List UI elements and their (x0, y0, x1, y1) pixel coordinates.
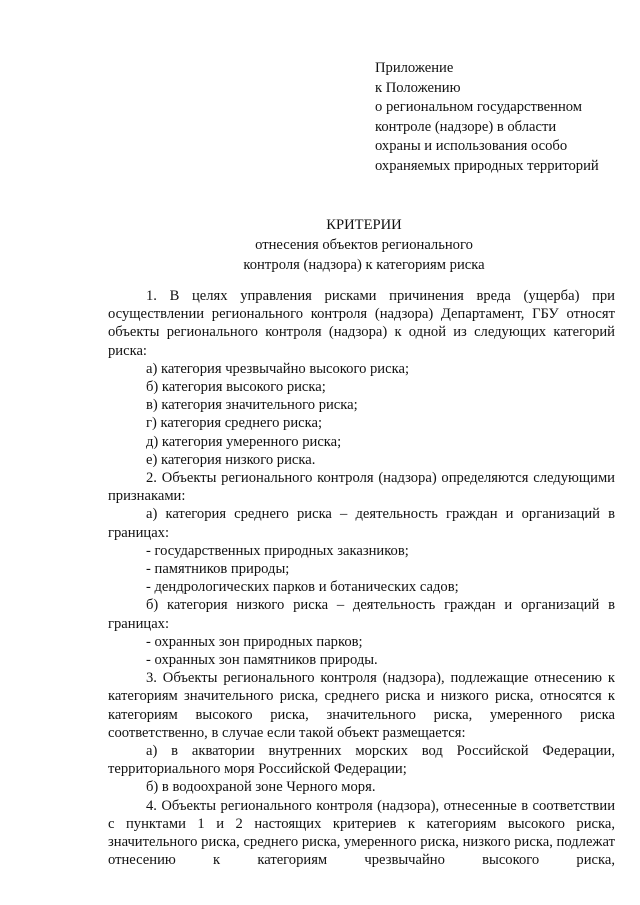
appendix-line: Приложение (375, 60, 454, 76)
appendix-line: контроле (надзоре) в области (375, 118, 557, 135)
risk-category-item: г) категория среднего риска; (146, 415, 323, 432)
paragraph-2a: а) категория среднего риска – деятельность граждан и организаций в границах: (108, 506, 615, 541)
appendix-line: о региональном государственном (375, 99, 583, 116)
dash-item: - дендрологических парков и ботанических садов; (146, 579, 459, 596)
paragraph-3a: а) в акватории внутренних морских вод Российской Федерации, территориального моря Российской Федерации; (108, 743, 615, 778)
risk-category-item: б) категория высокого риска; (146, 379, 326, 396)
document-body (108, 287, 615, 870)
paragraph-2b: б) категория низкого риска – деятельность граждан и организаций в границах: (108, 597, 615, 632)
paragraph-3b: б) в водоохраной зоне Черного моря. (146, 779, 376, 796)
appendix-header (375, 59, 635, 177)
paragraph-1: 1. В целях управления рисками причинения вреда (ущерба) при осуществлении регионального контроля (надзора) Департамент, ГБУ относят объекты регионального контроля (надзора) к одной из следующих категорий риска: (108, 288, 615, 359)
paragraph-3: 3. Объекты регионального контроля (надзора), подлежащие отнесению к категориям значительного риска, среднего риска и низкого риска, относятся к категориям высокого риска, значительного риска, умеренного риска соответственно, в случае если такой объект размещается: (108, 670, 615, 741)
appendix-line: к Положению (375, 79, 461, 96)
risk-category-item: а) категория чрезвычайно высокого риска; (146, 360, 410, 377)
paragraph-2: 2. Объекты регионального контроля (надзора) определяются следующими признаками: (108, 470, 615, 505)
appendix-line: охраняемых природных территорий (375, 157, 599, 174)
dash-item: - охранных зон памятников природы. (146, 652, 378, 669)
risk-category-item: в) категория значительного риска; (146, 397, 358, 414)
dash-item: - памятников природы; (146, 561, 290, 578)
risk-category-item: д) категория умеренного риска; (146, 433, 342, 450)
title-subline: отнесения объектов регионального (255, 237, 473, 253)
dash-item: - охранных зон природных парков; (146, 633, 363, 650)
title-heading: КРИТЕРИИ (326, 217, 402, 233)
risk-category-item: е) категория низкого риска. (146, 451, 316, 468)
dash-item: - государственных природных заказников; (146, 542, 409, 559)
document-title (0, 215, 640, 275)
appendix-line: охраны и использования особо (375, 138, 568, 155)
paragraph-4: 4. Объекты регионального контроля (надзора), отнесенные в соответствии с пунктами 1 и 2 настоящих критериев к категориям высокого риска, значительного риска, среднего риска, умеренного риска, низкого риска, подлежат отнесению к категориям чрезвычайно высокого риска, (108, 797, 615, 869)
title-subline: контроля (надзора) к категориям риска (243, 257, 485, 273)
